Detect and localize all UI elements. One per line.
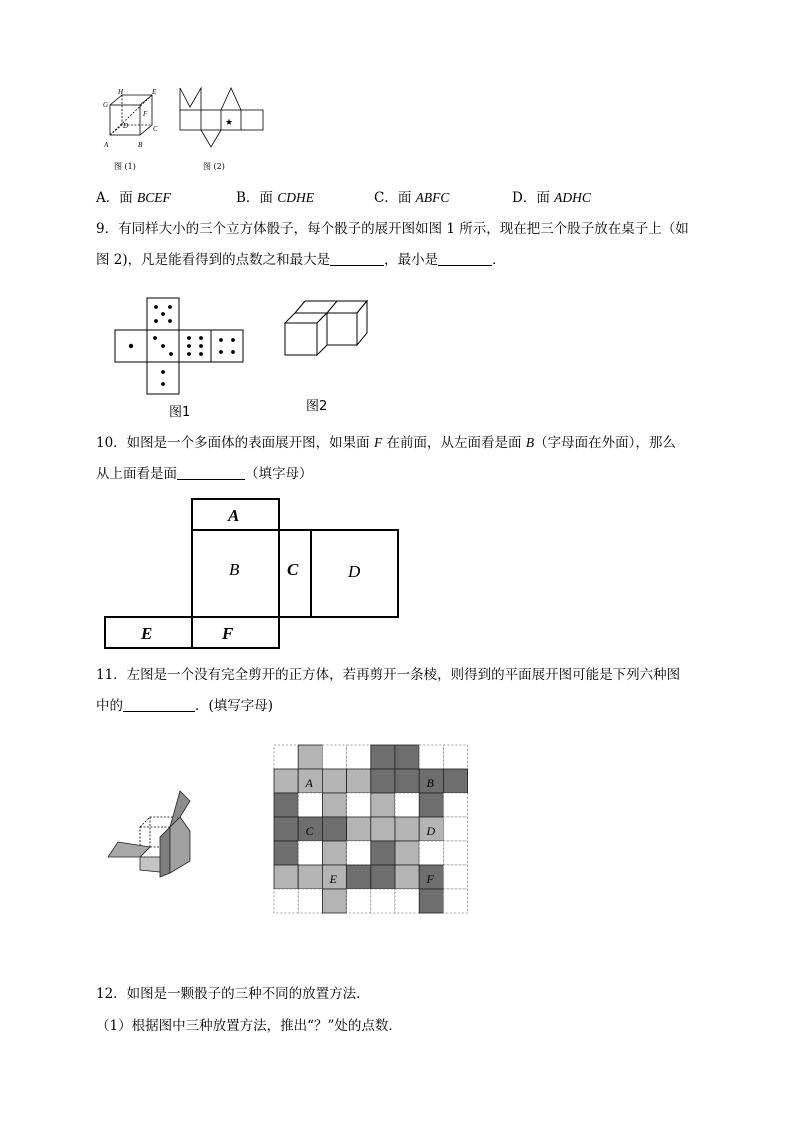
cube-label-b: B [138, 141, 143, 149]
q11-cut-cube-figure [104, 787, 204, 879]
q10-face-a: A [228, 506, 240, 525]
q11-label-a: A [305, 776, 313, 791]
q8-option-d[interactable]: D．面 ADHC [512, 190, 591, 206]
q11-option-grid [274, 745, 468, 913]
q12-line1: 12．如图是一颗骰子的三种不同的放置方法． [96, 986, 370, 1002]
q9-line1: 9．有同样大小的三个立方体骰子，每个骰子的展开图如图 1 所示，现在把三个股子放在桌子上（如 [96, 221, 689, 237]
q10-polyhedron-net [104, 498, 404, 653]
cube-label-f: F [143, 110, 148, 118]
q8-net-figure [178, 85, 268, 155]
cube-label-d: D [123, 122, 129, 130]
q11-line2: 中的 ．(填写字母) [96, 698, 274, 714]
q11-label-d: D [426, 824, 436, 839]
q11-label-b: B [426, 776, 434, 791]
q10-face-c: C [287, 560, 299, 579]
q11-label-f: F [426, 872, 434, 887]
cube-label-g: G [103, 101, 109, 109]
q11-line1: 11．左图是一个没有完全剪开的正方体，若再剪开一条棱，则得到的平面展开图可能是下列六种图 [96, 667, 681, 683]
q8-option-c[interactable]: C．面 ABFC [374, 190, 450, 206]
q10-face-f: F [222, 624, 234, 643]
q9-dice-net-figure [114, 297, 249, 397]
q11-answer-blank[interactable] [123, 696, 195, 712]
q8-option-b[interactable]: B．面 CDHE [236, 190, 314, 206]
q9-three-dice-figure [284, 299, 374, 359]
q10-line2: 从上面看是面 （填字母） [96, 466, 313, 482]
q9-answer-min-blank[interactable] [438, 250, 492, 266]
q8-fig2-caption: 图 (2) [203, 162, 225, 171]
q8-option-a[interactable]: A．面 BCEF [96, 190, 171, 206]
q8-fig1-caption: 图 (1) [114, 162, 136, 171]
cube-label-h: H [118, 88, 124, 96]
q9-fig2-caption: 图2 [306, 399, 328, 414]
q10-face-b: B [229, 560, 240, 579]
q10-face-d: D [348, 562, 361, 581]
q11-label-c: C [305, 824, 314, 839]
q9-fig1-caption: 图1 [169, 405, 191, 420]
q12-sub1: （1）根据图中三种放置方法，推出“？”处的点数． [96, 1018, 402, 1034]
star-icon: ★ [225, 117, 234, 127]
q9-answer-max-blank[interactable] [330, 250, 384, 266]
q11-label-e: E [329, 872, 338, 887]
cube-label-a: A [104, 141, 109, 149]
q8-cube-figure [100, 85, 170, 155]
q10-line1: 10．如图是一个多面体的表面展开图，如果面 F 在前面，从左面看是面 B（字母面在外面），那么 [96, 435, 676, 451]
q10-face-e: E [141, 624, 153, 643]
q10-answer-blank[interactable] [177, 464, 245, 480]
cube-label-c: C [153, 125, 158, 133]
q9-line2: 图 2)，凡是能看得到的点数之和最大是 ，最小是 ． [96, 252, 506, 268]
cube-label-e: E [152, 88, 157, 96]
